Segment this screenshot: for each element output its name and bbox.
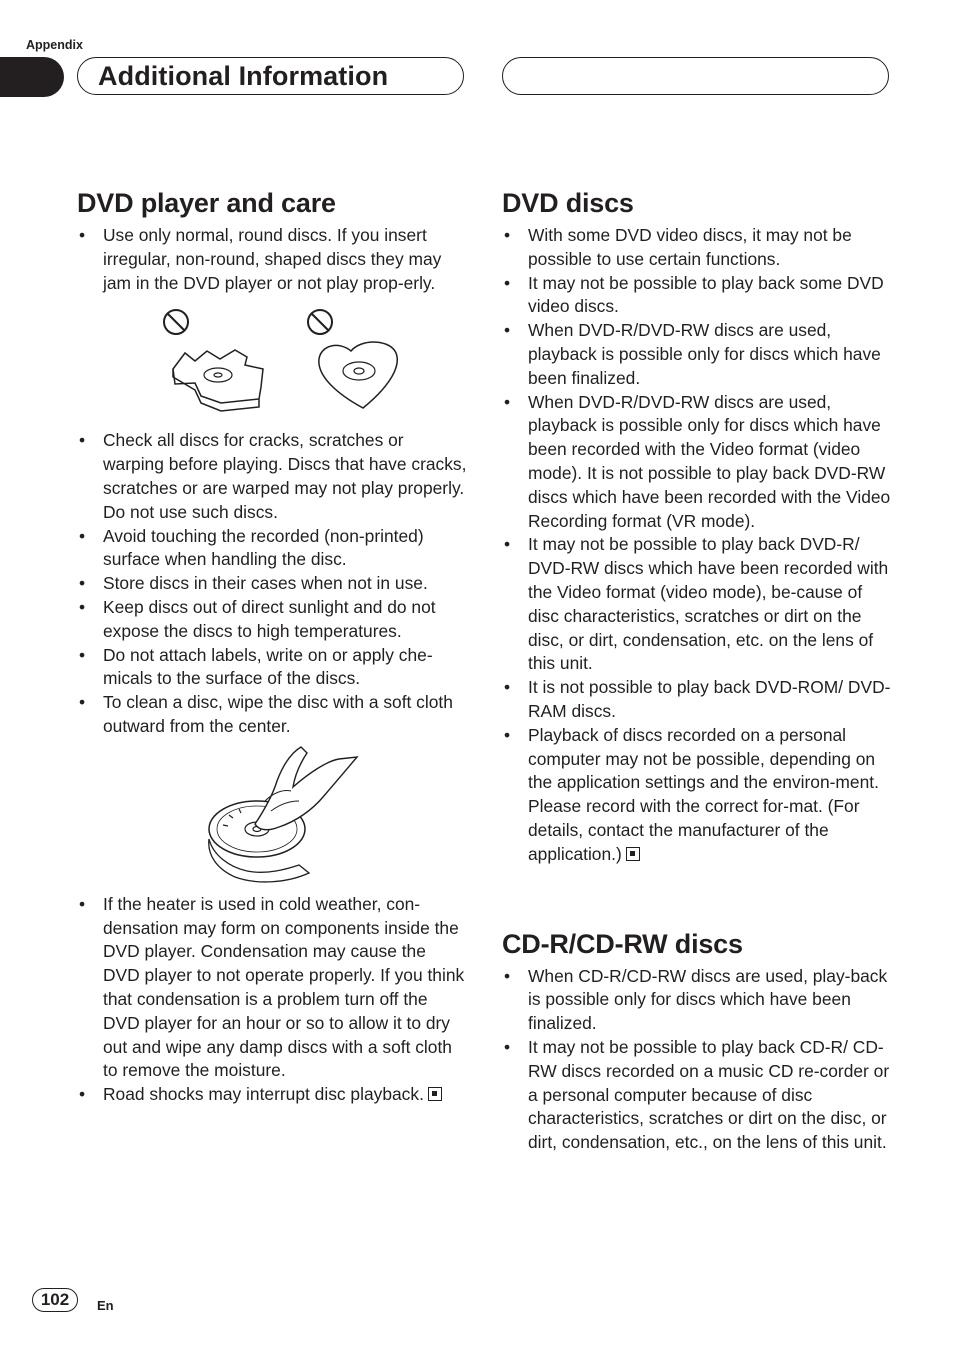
section-tab-marker xyxy=(0,57,64,97)
care-list-c xyxy=(77,893,467,1107)
list-item: • When CD-R/CD-RW discs are used, play-back is possible only for discs which have been finalized. xyxy=(502,965,892,1036)
list-item: • Use only normal, round discs. If you insert irregular, non-round, shaped discs they may jam in the DVD player or not play prop-erly. xyxy=(77,224,467,295)
list-item: • It may not be possible to play back some DVD video discs. xyxy=(502,272,892,320)
end-of-section-icon xyxy=(428,1087,442,1101)
list-item: • Avoid touching the recorded (non-printed) surface when handling the disc. xyxy=(77,525,467,573)
list-item-text: Road shocks may interrupt disc playback. xyxy=(103,1084,424,1105)
list-item: • If the heater is used in cold weather, con-densation may form on components inside the DVD player. Condensation may cause the DVD player to not operate properly. If you think that condensation is a problem turn off the DVD player for an hour or so to allow it to dry out and wipe any damp discs with a soft cloth to remove the moisture. xyxy=(77,893,467,1083)
list-item xyxy=(77,1083,467,1107)
end-of-section-icon xyxy=(626,847,640,861)
list-item: • Store discs in their cases when not in use. xyxy=(77,572,467,596)
page-number: 102 xyxy=(32,1288,78,1312)
list-item: • When DVD-R/DVD-RW discs are used, playback is possible only for discs which have been recorded with the Video format (video mode). It is not possible to play back DVD-RW discs which have been recorded with the Video Recording format (VR mode). xyxy=(502,391,892,534)
language-label: En xyxy=(97,1298,114,1313)
care-list-a xyxy=(77,224,467,295)
section-title: Additional Information xyxy=(98,61,389,91)
irregular-discs-icon xyxy=(77,295,467,425)
disc-cleaning-illustration xyxy=(77,739,467,889)
list-item: • To clean a disc, wipe the disc with a soft cloth outward from the center. xyxy=(77,691,467,739)
section-gap xyxy=(502,867,892,927)
list-item: • Do not attach labels, write on or apply che-micals to the surface of the discs. xyxy=(77,644,467,692)
heading-dvd-player-care: DVD player and care xyxy=(77,188,336,218)
list-item: • When DVD-R/DVD-RW discs are used, playback is possible only for discs which have been finalized. xyxy=(502,319,892,390)
left-column xyxy=(77,186,467,1107)
list-item: • With some DVD video discs, it may not be possible to use certain functions. xyxy=(502,224,892,272)
list-item: • Keep discs out of direct sunlight and do not expose the discs to high temperatures. xyxy=(77,596,467,644)
appendix-label: Appendix xyxy=(26,38,83,52)
right-column xyxy=(502,186,892,1155)
empty-header-box xyxy=(502,57,889,95)
list-item: • Check all discs for cracks, scratches or warping before playing. Discs that have cracks, scratches or are warped may not play properly. Do not use such discs. xyxy=(77,429,467,524)
disc-cleaning-icon xyxy=(77,739,467,889)
heading-cd-discs: CD-R/CD-RW discs xyxy=(502,928,743,959)
section-title-box xyxy=(77,57,464,95)
list-item xyxy=(502,724,892,867)
dvd-list xyxy=(502,224,892,867)
list-item: • It may not be possible to play back DVD-R/ DVD-RW discs which have been recorded with the Video format (video mode), be-cause of disc characteristics, scratches or dirt on the disc, or dirt, condensation, etc. on the lens of this unit. xyxy=(502,533,892,676)
heading-dvd-discs: DVD discs xyxy=(502,188,634,218)
irregular-discs-illustration xyxy=(77,295,467,425)
care-list-b xyxy=(77,429,467,738)
list-item: • It may not be possible to play back CD-R/ CD-RW discs recorded on a music CD re-corder or a personal computer because of disc characteristics, scratches or dirt on the disc, or dirt, condensation, etc., on the lens of this unit. xyxy=(502,1036,892,1155)
cd-list xyxy=(502,965,892,1155)
list-item: • It is not possible to play back DVD-ROM/ DVD-RAM discs. xyxy=(502,676,892,724)
list-item-text: Playback of discs recorded on a personal computer may not be possible, depending on the application settings and the environ-ment. Please record with the correct for-mat. (For details, contact the manufacturer of the application.) xyxy=(528,724,879,864)
